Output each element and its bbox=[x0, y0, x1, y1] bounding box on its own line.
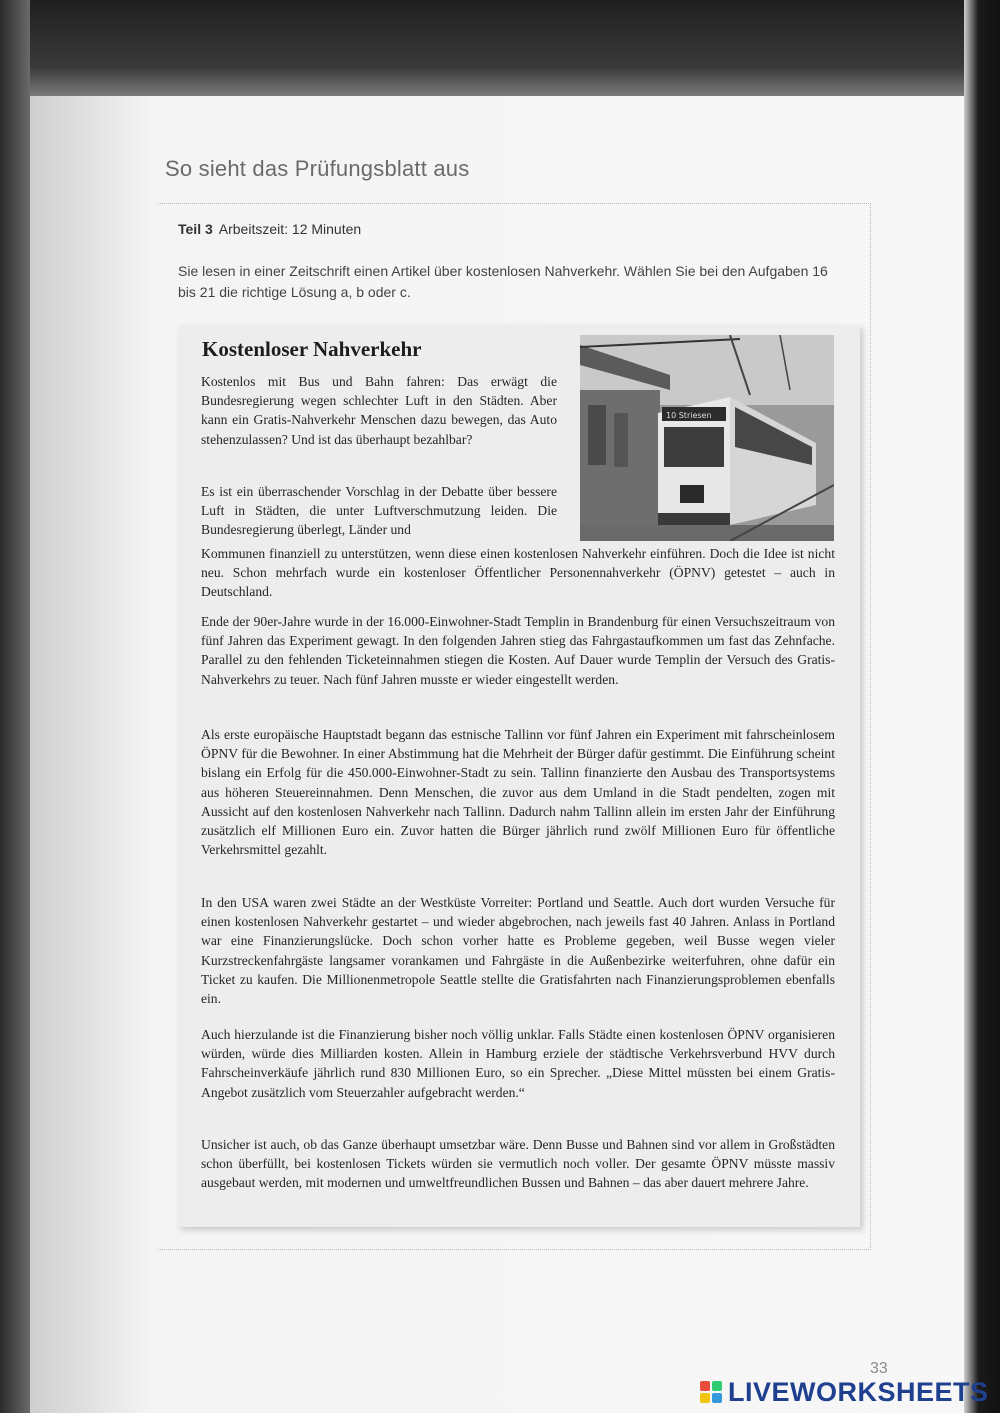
logo-square bbox=[700, 1393, 710, 1403]
task-instruction: Sie lesen in einer Zeitschrift einen Artikel über kostenlosen Nahverkehr. Wählen Sie bei den Aufgaben 16 bis 21 die richtige Lösung a, b oder c. bbox=[178, 263, 828, 300]
article-paragraph: Es ist ein überraschender Vorschlag in der Debatte über bessere Luft in Städten, die unter Luftverschmutzung leiden. Die Bundesregierung überlegt, Länder und bbox=[201, 484, 557, 538]
part-label: Teil 3 bbox=[178, 221, 213, 237]
tram-photo-icon bbox=[580, 335, 834, 541]
tram-photo bbox=[580, 335, 834, 541]
scan-shadow-left bbox=[0, 0, 30, 1413]
article-paragraph: Als erste europäische Hauptstadt begann das estnische Tallinn vor fünf Jahren ein Experiment mit fahrscheinlosem ÖPNV für die Bewohner. In einer Abstimmung hat die Mehrheit der Bürger dafür gestimmt. Die Einführung scheint bislang ein Erfolg für die 450.000-Einwohner-Stadt zu sein. Tallinn finanzierte den Ausbau des Transportsystems aus höheren Steuereinnahmen. Denn Menschen, die zuvor aus dem Umland in die Stadt pendelten, zogen mit Aussicht auf den kostenlosen Nahverkehr nach Tallinn. Dadurch nahm Tallinn allein im ersten Jahr der Einführung zusätzlich elf Millionen Euro ein. Zuvor hatten die Bürger jährlich rund zwölf Millionen Euro für öffentliche Verkehrsmittel gezahlt. bbox=[201, 727, 835, 858]
task-header bbox=[178, 221, 361, 237]
article-paragraph: Unsicher ist auch, ob das Ganze überhaupt umsetzbar wäre. Denn Busse und Bahnen sind vor allem in Großstädten schon überfüllt, bei kostenlosen Tickets würden sie vermutlich noch voller. Der gesamte ÖPNV müsste massiv ausgebaut werden, mit modernen und umweltfreundlichen Bussen und Bahnen – das aber dauert mehrere Jahre. bbox=[201, 1137, 835, 1191]
liveworksheets-watermark bbox=[700, 1377, 989, 1407]
article-paragraph: Auch hierzulande ist die Finanzierung bisher noch völlig unklar. Falls Städte einen kostenlosen ÖPNV organisieren würden, würde dies Milliarden kosten. Allein in Hamburg erziele der städtische Verkehrsverbund HVV durch Fahrscheinverkäufe jährlich rund 830 Millionen Euro, so ein Sprecher. „Diese Mittel müssten bei einem Gratis-Angebot zusätzlich vom Steuerzahler aufgebracht werden.“ bbox=[201, 1027, 835, 1100]
tram-destination: 10 Striesen bbox=[666, 411, 712, 420]
scan-shadow-top bbox=[0, 0, 1000, 96]
liveworksheets-logo-icon bbox=[700, 1381, 722, 1403]
logo-square bbox=[712, 1381, 722, 1391]
article-paragraph: In den USA waren zwei Städte an der Westküste Vorreiter: Portland und Seattle. Auch dort wurden Versuche für einen kostenlosen Nahverkehr gestartet – und wieder abgebrochen, nach jeweils fast 40 Jahren. Anlass in Portland war eine Finanzierungslücke. Doch schon vorher hatte es Probleme gegeben, weil Busse wegen vieler Kurzstreckenfahrgäste langsamer vorankamen und Fahrgäste in die Außenbezirke weiterfuhren, ohne dafür ein Ticket zu kaufen. Die Millionenmetropole Seattle stellte die Gratisfahrten nach Finanzierungsproblemen ebenfalls ein. bbox=[201, 895, 835, 1007]
logo-square bbox=[712, 1393, 722, 1403]
page-number: 33 bbox=[870, 1360, 888, 1377]
article-paragraph: Kommunen finanziell zu unterstützen, wenn diese einen kostenlosen Nahverkehr einführen. Doch die Idee ist nicht neu. Schon mehrfach wurde ein kostenloser Öffentlicher Personennahverkehr (ÖPNV) getestet – auch in Deutschland. bbox=[201, 546, 835, 600]
article-title: Kostenloser Nahverkehr bbox=[202, 337, 422, 361]
watermark-text: LIVEWORKSHEETS bbox=[728, 1376, 989, 1407]
article-paragraph: Ende der 90er-Jahre wurde in der 16.000-Einwohner-Stadt Templin in Brandenburg für einen Versuchszeitraum von fünf Jahren das Experiment gewagt. In den folgenden Jahren stieg das Fahrgastaufkommen um fast das Zehnfache. Parallel zu den fehlenden Ticketeinnahmen stiegen die Kosten. Auf Dauer wurde Templin der Versuch des Gratis-Nahverkehrs zu teuer. Nach fünf Jahren musste er wieder eingestellt werden. bbox=[201, 614, 835, 687]
page-title: So sieht das Prüfungsblatt aus bbox=[165, 156, 470, 181]
logo-square bbox=[700, 1381, 710, 1391]
scan-shadow-right bbox=[964, 0, 1000, 1413]
article-paragraph: Kostenlos mit Bus und Bahn fahren: Das erwägt die Bundesregierung wegen schlechter Luft in den Städten. Aber kann ein Gratis-Nahverkehr Menschen dazu bewegen, das Auto stehenzulassen? Und ist das überhaupt bezahlbar? bbox=[201, 374, 557, 447]
time-label: Arbeitszeit: 12 Minuten bbox=[218, 221, 362, 237]
